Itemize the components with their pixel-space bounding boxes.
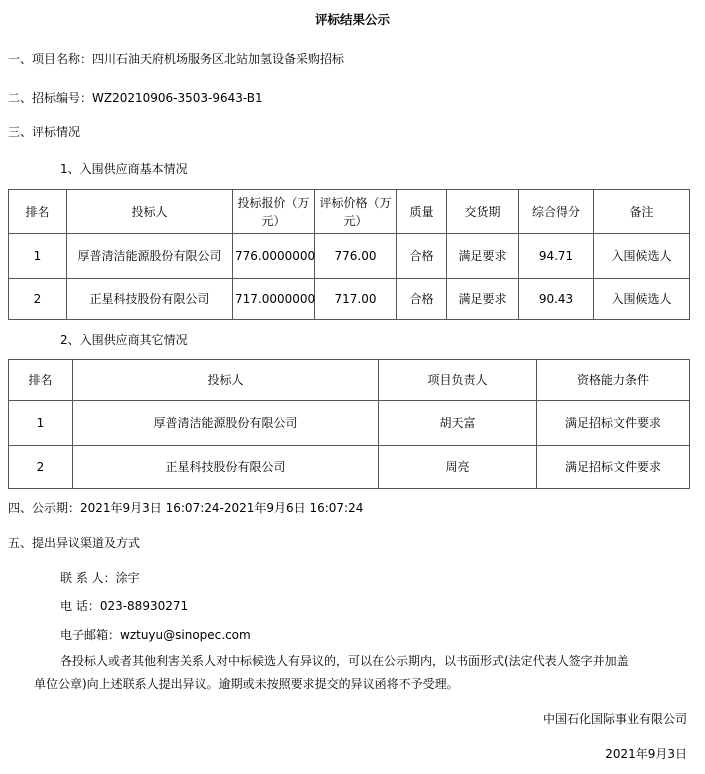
contact-phone: 电 话：023-88930271 — [60, 599, 189, 613]
table-header-row — [9, 190, 690, 234]
table-row — [9, 401, 690, 446]
objection-paragraph-line1: 各投标人或者其他利害关系人对中标候选人有异议的，可以在公示期内，以书面形式(法定代表人签字并加盖 — [60, 654, 629, 668]
cell-delivery: 满足要求 — [447, 279, 519, 320]
cell-bidder: 厚普清洁能源股份有限公司 — [73, 401, 379, 446]
contact-email: 电子邮箱：wztuyu@sinopec.com — [60, 628, 251, 642]
header-score: 综合得分 — [519, 190, 594, 234]
cell-quality: 合格 — [397, 279, 447, 320]
header-manager: 项目负责人 — [379, 360, 537, 401]
cell-eval-price: 717.00 — [315, 279, 397, 320]
cell-rank: 1 — [9, 234, 67, 279]
cell-bidder: 正星科技股份有限公司 — [73, 446, 379, 489]
header-bidder: 投标人 — [73, 360, 379, 401]
cell-eval-price: 776.00 — [315, 234, 397, 279]
header-note: 备注 — [594, 190, 690, 234]
cell-bidder: 正星科技股份有限公司 — [67, 279, 233, 320]
cell-quality: 合格 — [397, 234, 447, 279]
objection-heading: 五、提出异议渠道及方式 — [8, 536, 141, 550]
supplier-basic-table — [8, 189, 690, 320]
project-name: 一、项目名称：四川石油天府机场服务区北站加氢设备采购招标 — [8, 52, 345, 66]
cell-rank: 2 — [9, 279, 67, 320]
tender-number: 二、招标编号：WZ20210906-3503-9643-B1 — [8, 91, 263, 105]
cell-delivery: 满足要求 — [447, 234, 519, 279]
cell-rank: 1 — [9, 401, 73, 446]
contact-person: 联 系 人：涂宇 — [60, 571, 140, 585]
header-bid-price: 投标报价（万元） — [233, 190, 315, 234]
cell-bid-price: 776.0000000 — [233, 234, 315, 279]
issuer-signature: 中国石化国际事业有限公司 — [542, 712, 687, 726]
issue-date: 2021年9月3日 — [605, 747, 687, 761]
table-row — [9, 446, 690, 489]
cell-bidder: 厚普清洁能源股份有限公司 — [67, 234, 233, 279]
evaluation-heading: 三、评标情况 — [8, 125, 81, 139]
cell-note: 入围候选人 — [594, 279, 690, 320]
supplier-other-heading: 2、入围供应商其它情况 — [60, 333, 188, 347]
cell-bid-price: 717.0000000 — [233, 279, 315, 320]
table-header-row — [9, 360, 690, 401]
header-qualification: 资格能力条件 — [537, 360, 690, 401]
supplier-basic-heading: 1、入围供应商基本情况 — [60, 162, 188, 176]
cell-qualification: 满足招标文件要求 — [537, 401, 690, 446]
page-title: 评标结果公示 — [314, 12, 390, 27]
header-rank: 排名 — [9, 190, 67, 234]
table-row — [9, 279, 690, 320]
header-delivery: 交货期 — [447, 190, 519, 234]
header-eval-price: 评标价格（万元） — [315, 190, 397, 234]
cell-note: 入围候选人 — [594, 234, 690, 279]
header-quality: 质量 — [397, 190, 447, 234]
cell-rank: 2 — [9, 446, 73, 489]
cell-manager: 胡天富 — [379, 401, 537, 446]
cell-score: 94.71 — [519, 234, 594, 279]
cell-qualification: 满足招标文件要求 — [537, 446, 690, 489]
header-rank: 排名 — [9, 360, 73, 401]
table-row — [9, 234, 690, 279]
publicity-period: 四、公示期：2021年9月3日 16:07:24-2021年9月6日 16:07:24 — [8, 501, 364, 515]
header-bidder: 投标人 — [67, 190, 233, 234]
supplier-other-table — [8, 359, 690, 489]
cell-score: 90.43 — [519, 279, 594, 320]
objection-paragraph-line2: 单位公章)向上述联系人提出异议。逾期或未按照要求提交的异议函将不予受理。 — [34, 677, 459, 691]
cell-manager: 周亮 — [379, 446, 537, 489]
